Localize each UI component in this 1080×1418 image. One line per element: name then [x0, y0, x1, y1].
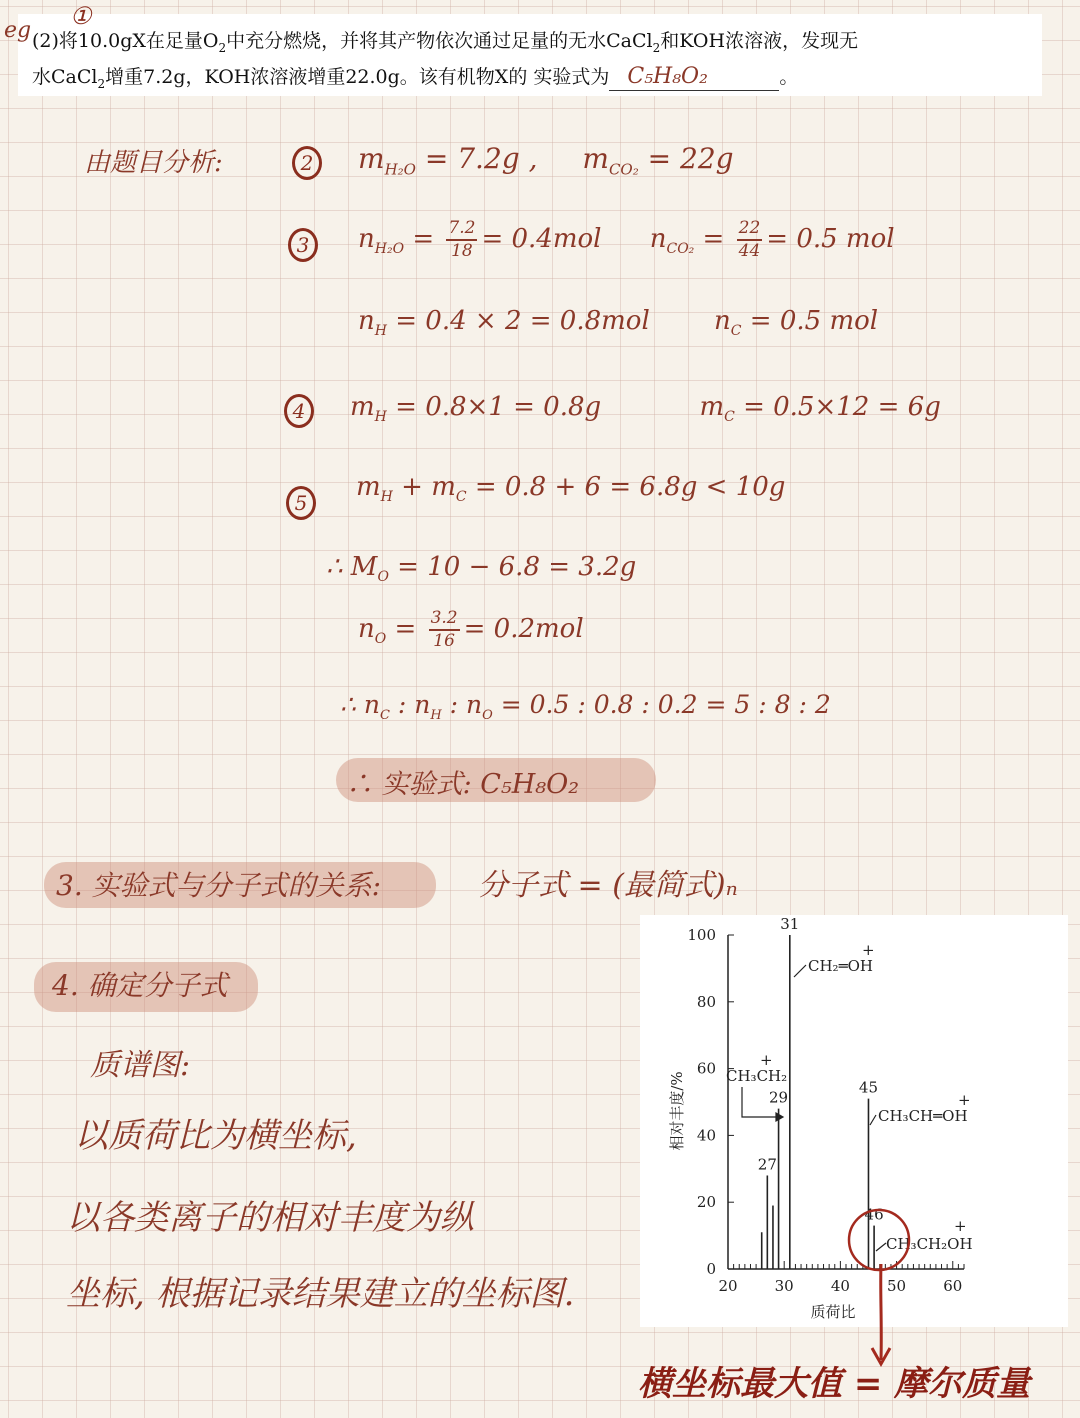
anno-ch3ch2oh: CH₃CH₂OH	[886, 1235, 973, 1253]
anno-ch3ch2oh-pointer	[876, 1243, 886, 1251]
anno-ch3ch2-charge: +	[760, 1051, 773, 1069]
problem-line-2: 水CaCl$_2$增重7.2g，KOH浓溶液增重22.0g。该有机物X的 实验式为 C₅H₈O₂ 。	[32, 63, 799, 91]
anno-ch3choh: CH₃CH═OH	[878, 1107, 968, 1125]
step-2-marker: 2	[292, 146, 322, 180]
empirical-formula-result: ∴ 实验式: C₅H₈O₂	[346, 769, 580, 800]
step-3-line-1: $n_{H_2O}$ = $\frac{7.2}{18}$ = 0.4mol $n_{CO_2}$ = $\frac{22}{44}$ = 0.5 mol	[358, 218, 895, 261]
x-tick-label: 30	[774, 1277, 794, 1295]
peak-label-27: 27	[757, 1155, 777, 1174]
definition-line-3: 坐标, 根据记录结果建立的坐标图.	[66, 1274, 575, 1314]
anno-ch3ch2oh-charge: +	[954, 1217, 967, 1235]
y-tick-label: 80	[696, 992, 716, 1011]
mass-spectrum-svg	[640, 915, 1068, 1327]
y-tick-label: 60	[696, 1059, 716, 1078]
x-tick-label: 20	[718, 1277, 738, 1295]
answer-blank: C₅H₈O₂	[609, 68, 779, 91]
step-5-line-4: ∴ $n_C$ : $n_H$ : $n_O = 0.5$ : 0.8 : 0.2 = 5 : 8 : 2	[340, 690, 831, 723]
step-5-line-3: $n_O$ = $\frac{3.2}{16}$ = 0.2mol	[358, 608, 584, 651]
anno-ch2oh: CH₂═OH	[808, 957, 873, 975]
marker-one: ①	[70, 2, 92, 30]
eg-label: eg	[4, 18, 32, 43]
mass-spectrum-label: 质谱图:	[90, 1048, 191, 1083]
anno-ch3ch2: CH₃CH₂	[726, 1067, 788, 1085]
step-3-line-2: $n_H = 0.4 \times 2 = 0.8mol$ $n_C = 0.5$ mol	[358, 306, 879, 340]
x-tick-label: 40	[830, 1277, 850, 1295]
y-tick-label: 0	[706, 1260, 716, 1278]
peak-label-31: 31	[780, 915, 800, 933]
section-4-title: 4. 确定分子式	[52, 969, 228, 1002]
peak-label-46: 46	[864, 1205, 884, 1224]
anno-ch3choh-pointer	[870, 1115, 876, 1125]
x-axis-title: 质荷比	[810, 1303, 856, 1321]
y-tick-label: 100	[687, 926, 716, 944]
step-4-marker: 4	[284, 394, 314, 428]
problem-line-1: (2)将10.0gX在足量$O_2$中充分燃烧，并将其产物依次通过足量的无水CaCl$_2$和KOH浓溶液，发现无	[32, 30, 859, 55]
molar-mass-note: 横坐标最大值 = 摩尔质量	[638, 1364, 1031, 1404]
step-4-line: $m_H = 0.8\times 1 = 0.8g$ $m_C = 0.5\times 12 = 6g$	[350, 392, 941, 426]
anno-ch2oh-charge: +	[862, 941, 875, 959]
step-5-marker: 5	[286, 486, 316, 520]
y-tick-label: 40	[696, 1126, 716, 1145]
anno-ch2oh-pointer	[794, 965, 806, 977]
x-tick-label: 60	[943, 1277, 963, 1295]
y-axis-title: 相对丰度/%	[668, 1071, 686, 1151]
section-3-formula: 分子式 = (最简式)ₙ	[478, 868, 738, 903]
step-3-marker: 3	[288, 228, 318, 262]
x-tick-label: 50	[887, 1277, 907, 1295]
peak-label-29: 29	[769, 1088, 789, 1107]
anno-ch3choh-charge: +	[958, 1091, 971, 1109]
peak-label-45: 45	[858, 1078, 879, 1097]
definition-line-1: 以质荷比为横坐标,	[74, 1116, 357, 1156]
step-2-line: $m_{H_2O} = 7.2g$ , $m_{CO_2} = 22g$	[358, 142, 734, 179]
analysis-label: 由题目分析:	[84, 148, 223, 178]
step-5-line-1: $m_H + m_C = 0.8 + 6 = 6.8g < 10g$	[356, 472, 786, 506]
y-tick-label: 20	[696, 1193, 716, 1212]
definition-line-2: 以各类离子的相对丰度为纵	[66, 1198, 474, 1238]
section-3-title: 3. 实验式与分子式的关系:	[56, 869, 382, 902]
mass-spectrum-chart	[640, 915, 1068, 1327]
step-5-line-2: ∴ $M_O = 10 - 6.8 = 3.2g$	[326, 552, 637, 586]
anno-ch3ch2-arrowhead	[776, 1113, 783, 1121]
